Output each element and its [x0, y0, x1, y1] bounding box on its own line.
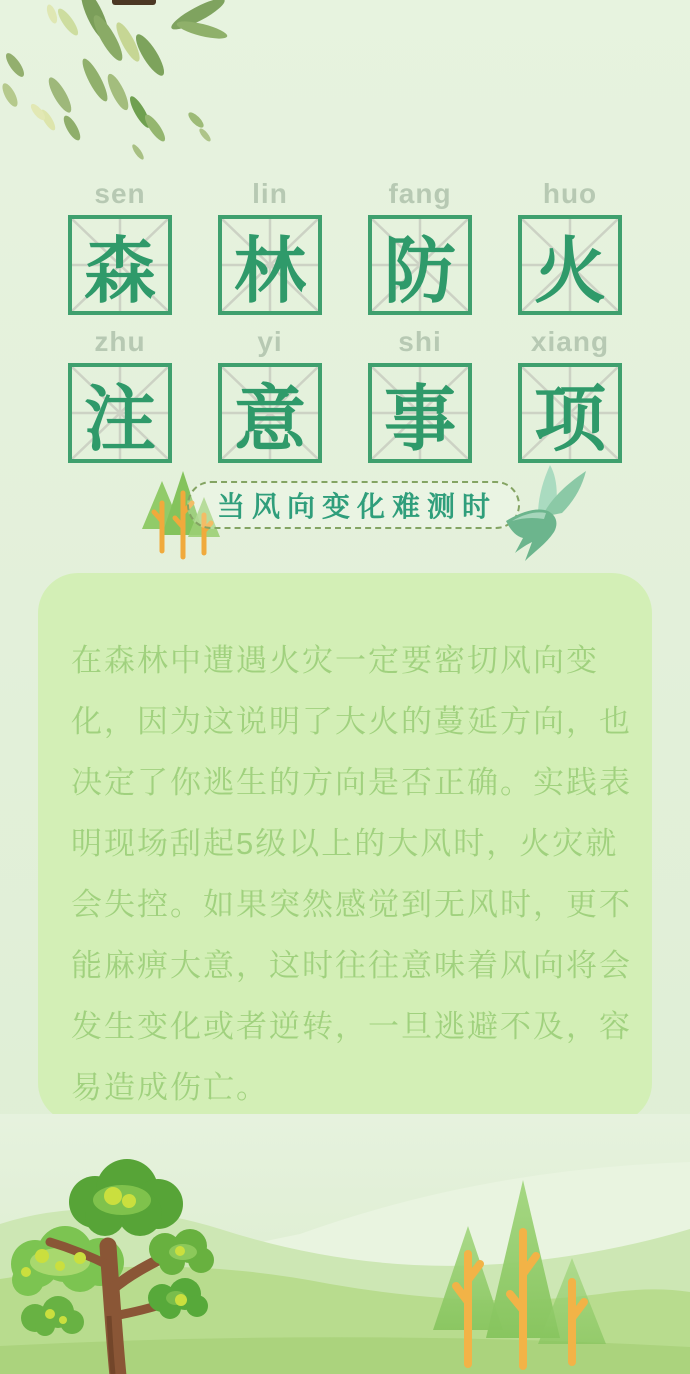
character-grid-box: [218, 215, 322, 315]
title-cell: [518, 178, 622, 315]
character-grid-box: [68, 215, 172, 315]
title-cell: [368, 178, 472, 315]
subtitle-banner: [0, 455, 690, 565]
pinyin-label: zhu: [94, 326, 146, 357]
title-cell: [518, 326, 622, 463]
title-character: 事: [383, 380, 456, 460]
body-card: [38, 573, 652, 1123]
pinyin-label: fang: [388, 178, 452, 209]
banner-pill: [187, 481, 520, 529]
pinyin-label: xiang: [530, 326, 610, 357]
title-character: 森: [83, 232, 156, 312]
title-character: 项: [533, 380, 606, 460]
body-text-line: 在森林中遭遇火灾一定要密切风向变: [71, 643, 599, 678]
body-text-line: 会失控。如果突然感觉到无风时，更不: [71, 887, 632, 922]
character-grid-box: [518, 215, 622, 315]
title-cell: [68, 178, 172, 315]
title-cell: [218, 178, 322, 315]
title-cell: [218, 326, 322, 463]
character-grid-box: [68, 363, 172, 463]
body-text: [71, 630, 632, 1118]
swallow-icon: [492, 455, 604, 567]
body-text-line: 发生变化或者逆转，一旦逃避不及，容: [71, 1009, 632, 1044]
title-character: 防: [383, 232, 456, 312]
title-character: 意: [233, 380, 306, 460]
pinyin-label: lin: [252, 178, 288, 209]
body-text-line: 易造成伤亡。: [71, 1070, 269, 1105]
title-row-2: [0, 326, 690, 463]
pinyin-label: sen: [94, 178, 146, 209]
banner-title: 当风向变化难测时: [216, 491, 497, 522]
character-grid-box: [368, 215, 472, 315]
pinyin-label: yi: [257, 326, 283, 357]
character-grid-box: [518, 363, 622, 463]
title-cell: [368, 326, 472, 463]
title-character: 注: [83, 380, 156, 460]
title-cell: [68, 326, 172, 463]
title-character: 林: [233, 232, 306, 312]
character-grid-box: [368, 363, 472, 463]
body-text-line: 化，因为这说明了大火的蔓延方向，也: [71, 704, 632, 739]
willow-leaves-icon: [0, 0, 260, 175]
body-text-line: 决定了你逃生的方向是否正确。实践表: [71, 765, 632, 800]
title-row-1: [0, 178, 690, 315]
body-text-line: 明现场刮起5级以上的大风时，火灾就: [71, 826, 619, 861]
pinyin-label: shi: [398, 326, 442, 357]
bottom-scenery: [0, 1114, 690, 1374]
body-text-line: 能麻痹大意，这时往往意味着风向将会: [71, 948, 632, 983]
character-grid-box: [218, 363, 322, 463]
title-character: 火: [533, 232, 606, 312]
pinyin-label: huo: [542, 178, 598, 209]
